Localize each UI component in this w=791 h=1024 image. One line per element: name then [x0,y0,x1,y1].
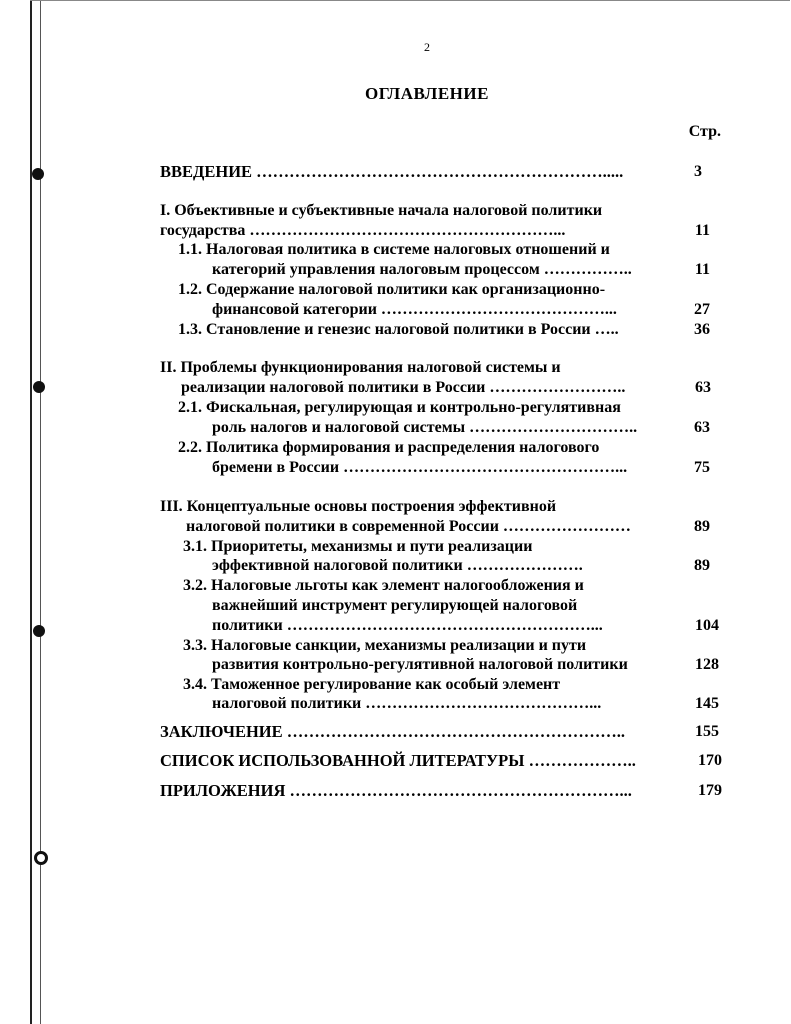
toc-page-chapter-1: 11 [694,222,710,239]
toc-section-1-2-line2: финансовой категории ……………………………………... [212,301,617,318]
toc-page-section-2-2: 75 [694,459,710,476]
toc-page-section-1-2: 27 [694,301,710,318]
toc-section-2-2-line1: 2.2. Политика формирования и распределения налогового [178,439,600,456]
toc-entry-bibliography: СПИСОК ИСПОЛЬЗОВАННОЙ ЛИТЕРАТУРЫ ……………….. [160,751,636,770]
toc-section-3-3-line1: 3.3. Налоговые санкции, механизмы реализации и пути [183,637,587,654]
toc-section-3-3-line2: развития контрольно-регулятивной налоговой политики [212,656,628,673]
toc-section-1-3: 1.3. Становление и генезис налоговой политики в России ….. [178,321,619,338]
toc-chapter-2-line1: II. Проблемы функционирования налоговой системы и [160,359,561,376]
toc-chapter-1-line1: I. Объективные и субъективные начала налоговой политики [160,202,603,219]
toc-page-section-1-1: 11 [694,261,710,278]
toc-section-3-4-line1: 3.4. Таможенное регулирование как особый элемент [183,676,561,693]
toc-chapter-2-line2: реализации налоговой политики в России …………………….. [181,379,626,396]
toc-section-2-2-line2: бремени в России ……………………………………………... [212,459,628,476]
toc-page-appendices: 179 [698,782,722,799]
scan-top-line [30,0,790,1]
toc-chapter-1-line2: государства …………………………………………………... [160,222,566,239]
toc-page-section-3-4: 145 [695,695,719,712]
scan-border-line [30,0,32,1024]
toc-page-intro: 3 [694,163,702,180]
toc-page-chapter-2: 63 [695,379,711,396]
toc-section-1-1-line1: 1.1. Налоговая политика в системе налоговых отношений и [178,241,610,258]
toc-section-2-1-line1: 2.1. Фискальная, регулирующая и контрольно-регулятивная [178,399,621,416]
toc-page-section-1-3: 36 [694,321,710,338]
toc-section-3-1-line2: эффективной налоговой политики …………………. [212,557,583,574]
toc-chapter-3-line2: налоговой политики в современной России …………………… [186,518,631,535]
binder-hole-ring-icon [34,851,48,865]
toc-entry-intro: ВВЕДЕНИЕ ………………………………………………………..... [160,162,624,181]
toc-entry-conclusion: ЗАКЛЮЧЕНИЕ …………………………………………………….. [160,722,625,741]
toc-page-conclusion: 155 [695,723,719,740]
binder-hole-icon [32,168,44,180]
toc-section-3-4-line2: налоговой политики ……………………………………... [212,695,602,712]
toc-section-3-2-line1: 3.2. Налоговые льготы как элемент налогообложения и [183,577,584,594]
toc-page-chapter-3: 89 [694,518,710,535]
toc-page-section-3-3: 128 [695,656,719,673]
toc-chapter-3-line1: III. Концептуальные основы построения эффективной [160,498,557,515]
toc-page-section-3-1: 89 [694,557,710,574]
page-title: ОГЛАВЛЕНИЕ [365,84,489,103]
toc-section-1-2-line1: 1.2. Содержание налоговой политики как организационно- [178,281,606,298]
toc-section-3-2-line2: важнейший инструмент регулирующей налоговой [212,597,578,614]
page-column-header: Стр. [688,123,721,140]
toc-section-3-2-line3: политики …………………………………………………... [212,617,603,634]
toc-section-3-1-line1: 3.1. Приоритеты, механизмы и пути реализации [183,538,533,555]
toc-section-1-1-line2: категорий управления налоговым процессом …………….. [212,261,632,278]
toc-page-bibliography: 170 [698,752,722,769]
toc-page-section-2-1: 63 [694,419,710,436]
toc-section-2-1-line2: роль налогов и налоговой системы ………………………….. [212,419,638,436]
binder-hole-icon [33,381,45,393]
page-number: 2 [424,40,430,54]
scan-border-line-inner [40,0,41,1024]
toc-page-section-3-2: 104 [695,617,719,634]
binder-hole-icon [33,625,45,637]
toc-entry-appendices: ПРИЛОЖЕНИЯ ……………………………………………………... [160,781,632,800]
